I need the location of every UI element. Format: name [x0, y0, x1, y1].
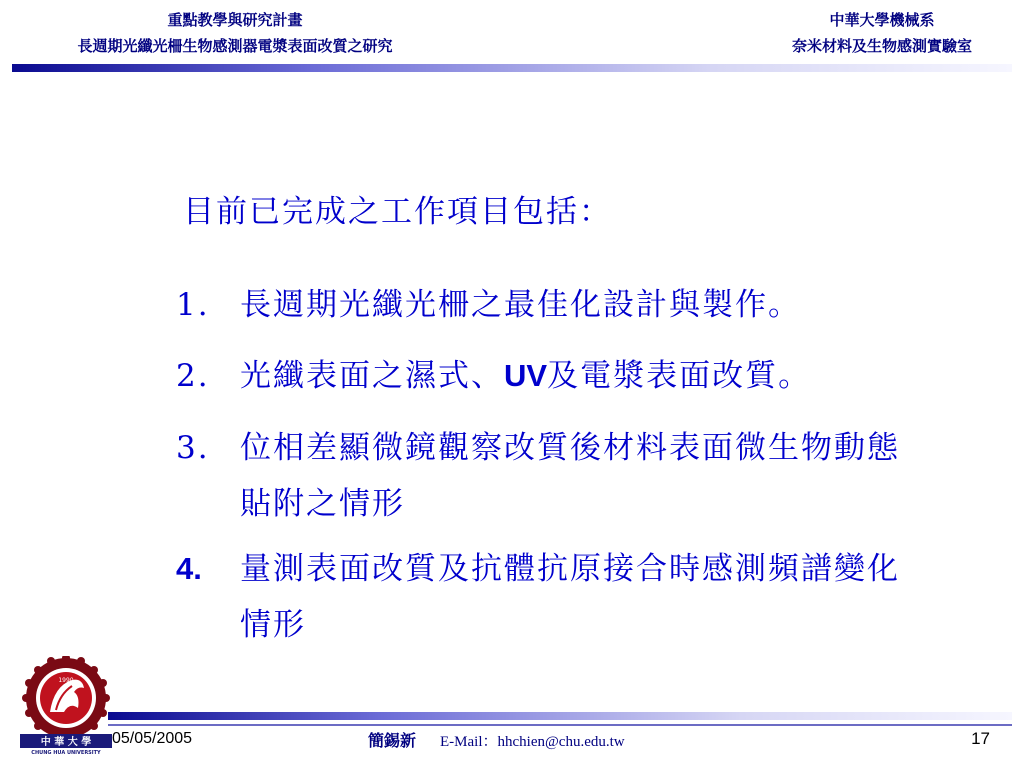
logo-english-name: CHUNG HUA UNIVERSITY	[31, 750, 101, 756]
header-research-title: 長週期光纖光柵生物感測器電漿表面改質之研究	[77, 37, 393, 55]
list-item-number: 2.	[176, 358, 210, 394]
list-item-text-part: 光纖表面之濕式、	[240, 358, 504, 394]
header-project-title: 重點教學與研究計畫	[167, 11, 303, 29]
list-item-number: 3.	[176, 430, 210, 466]
list-item-number: 4.	[176, 551, 202, 586]
list-item-text: 量測表面改質及抗體抗原接合時感測頻譜變化情形	[240, 551, 900, 643]
list-item-text: 位相差顯微鏡觀察改質後材料表面微生物動態貼附之情形	[240, 430, 900, 522]
footer-rule	[108, 724, 1012, 726]
list-item-text-uv: UV	[504, 358, 548, 393]
header-lab: 奈米材料及生物感測實驗室	[791, 37, 972, 55]
list-item-text: 長週期光纖光柵之最佳化設計與製作。	[240, 287, 801, 323]
list-item-number: 1.	[176, 287, 210, 323]
footer-author: 簡錫新	[368, 731, 417, 750]
footer-date: 05/05/2005	[112, 730, 193, 747]
list-item-text	[240, 348, 930, 404]
university-seal-icon	[20, 656, 112, 756]
header-department: 中華大學機械系	[829, 11, 935, 29]
logo-year: 1990	[58, 677, 74, 684]
footer-gradient-band	[108, 712, 1012, 720]
header-gradient-band	[12, 64, 1012, 72]
list-item-text-part: 及電漿表面改質。	[547, 358, 812, 394]
logo-chinese-name: 中 華 大 學	[40, 737, 92, 748]
footer-email: E-Mail：hhchien@chu.edu.tw	[440, 734, 625, 750]
content-heading: 目前已完成之工作項目包括：	[183, 194, 612, 230]
page-number: 17	[971, 729, 990, 748]
